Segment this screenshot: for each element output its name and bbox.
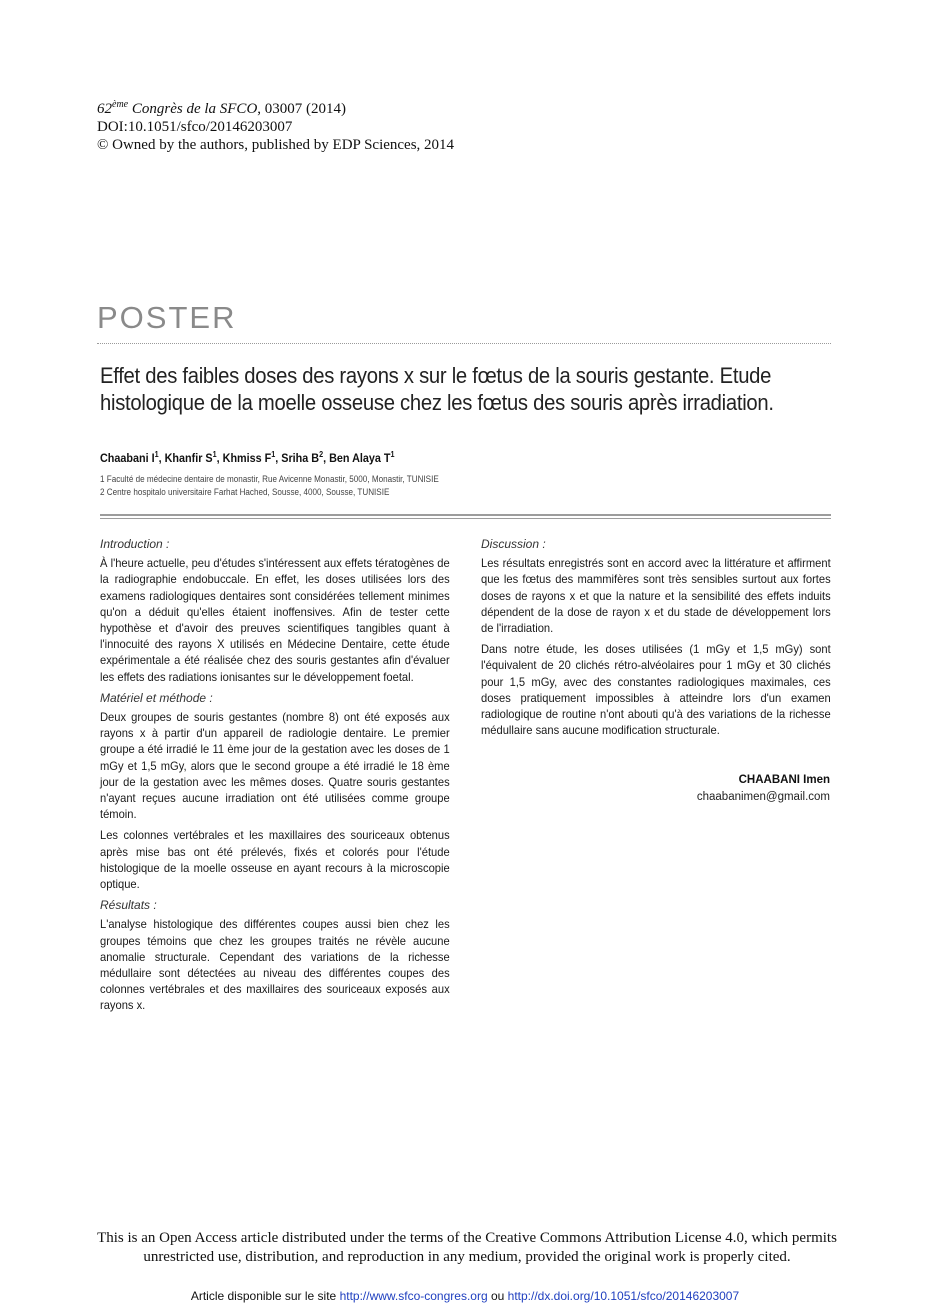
journal-header	[97, 100, 454, 154]
author-list: Chaabani $I^1$, Khanfir $S^1$, Khmiss $F^1$, Sriha $B^2$, Ben Alaya $T^1$	[100, 450, 395, 465]
author-name: Khmiss F	[222, 451, 272, 465]
conference-name: Congrès de la SFCO	[128, 101, 258, 117]
author-affil-sup: 1	[271, 450, 276, 459]
conference-number-sup: ème	[112, 99, 129, 110]
sfco-link[interactable]: http://www.sfco-congres.org	[339, 1289, 488, 1303]
footer-middle: ou	[487, 1289, 508, 1303]
left-column	[100, 536, 450, 1019]
author-name: Sriha B	[281, 451, 320, 465]
discussion-heading: Discussion :	[481, 537, 546, 551]
conference-ref: , 03007 (2014)	[257, 101, 347, 117]
author-affil-sup: 1	[212, 450, 217, 459]
conference-line	[97, 100, 454, 118]
methods-paragraph-2: Les colonnes vertébrales et les maxillaires des souriceaux obtenus après mise bas ont été prélevés, fixés et colorés pour l'étude histologique de la moelle osseuse en ayant recours à la microscopie optique.	[100, 828, 450, 892]
section-divider	[100, 514, 831, 519]
affiliation-1: 1 Faculté de médecine dentaire de monastir, Rue Avicenne Monastir, 5000, Monastir, TUNISIE	[100, 474, 439, 484]
article-title: Effet des faibles doses des rayons x sur le fœtus de la souris gestante. Etude histologique de la moelle osseuse chez les fœtus des souris après irradiation.	[100, 363, 774, 415]
right-column	[481, 536, 831, 743]
footer-line	[0, 1289, 930, 1303]
footer-prefix: Article disponible sur le site	[190, 1289, 340, 1303]
author-name: Chaabani I	[100, 451, 155, 465]
introduction-paragraph: À l'heure actuelle, peu d'études s'intéressent aux effets tératogènes de la radiographie endobuccale. En effet, les doses utilisées lors des examens radiologiques dentaires sont considérées tellement minimes qu'on a déduit qu'elles étaient inoffensives. Afin de tester cette hypothèse et d'avoir des preuves scientifiques tangibles quant à l'innocuité des rayons X utilisés en Médecine Dentaire, cette étude expérimentale a été réalisée chez des souris gestantes afin d'évaluer les effets des radiations ionisantes sur le développement foetal.	[100, 556, 450, 684]
signature-name: CHAABANI Imen	[738, 774, 830, 786]
author-name: Khanfir S	[164, 451, 213, 465]
dotted-divider	[97, 343, 831, 344]
author-affil-sup: 1	[154, 450, 159, 459]
introduction-heading: Introduction :	[100, 537, 170, 551]
discussion-paragraph-1: Les résultats enregistrés sont en accord avec la littérature et affirment que les fœtus des mammifères sont très sensibles surtout aux fortes doses de rayons x et que la nature et la sensibilité des effets induits dépendent de la dose de rayon x et du stade de développement lors de l'irradiation.	[481, 556, 831, 636]
license-notice: This is an Open Access article distributed under the terms of the Creative Commons Attribution License 4.0, which permits unrestricted use, distribution, and reproduction in any medium, provided the original work is properly cited.	[97, 1230, 837, 1265]
author-name: Ben Alaya T	[329, 451, 391, 465]
results-paragraph: L'analyse histologique des différentes coupes aussi bien chez les groupes témoins que chez les groupes traités ne révèle aucune anomalie structurale. Cependant des variations de la richesse médullaire sont détectées au niveau des différentes coupes des colonnes vertébrales et des maxillaires des souriceaux exposés aux rayons x.	[100, 917, 450, 1013]
author-affil-sup: 1	[390, 450, 395, 459]
doi-link[interactable]: http://dx.doi.org/10.1051/sfco/20146203007	[507, 1289, 740, 1303]
methods-paragraph-1: Deux groupes de souris gestantes (nombre 8) ont été exposés aux rayons x à partir d'un appareil de radiologie dentaire. Le premier groupe a été irradié le 11 ème jour de la gestation avec les doses de 1 mGy et 1,5 mGy, alors que le second groupe a été irradié le 18 ème jour de la gestation avec les mêmes doses. Quatre souris gestantes n'ayant reçues aucune irradiation ont été utilisées comme groupe témoin.	[100, 710, 450, 822]
methods-heading: Matériel et méthode :	[100, 690, 213, 705]
copyright-line: © Owned by the authors, published by EDP Sciences, 2014	[97, 137, 455, 153]
results-heading: Résultats :	[100, 898, 157, 913]
affiliation-2: 2 Centre hospitalo universitaire Farhat Hached, Sousse, 4000, Sousse, TUNISIE	[100, 487, 390, 497]
poster-label: POSTER	[97, 300, 237, 335]
discussion-paragraph-2: Dans notre étude, les doses utilisées (1 mGy et 1,5 mGy) sont l'équivalent de 20 clichés rétro-alvéolaires pour 1 mGy et 30 clichés pour 1,5 mGy, avec des constantes radiologiques maximales, ces doses pratiquement impossibles à atteindre lors d'un examen radiologique de routine n'ont abouti qu'à des variations de la richesse médullaire sans aucune modification structurale.	[481, 642, 831, 738]
author-affil-sup: 2	[319, 450, 324, 459]
doi-line: DOI:10.1051/sfco/20146203007	[97, 119, 293, 135]
conference-number: 62	[97, 101, 112, 117]
signature-email: chaabanimen@gmail.com	[696, 791, 830, 803]
signature-block	[697, 772, 830, 806]
